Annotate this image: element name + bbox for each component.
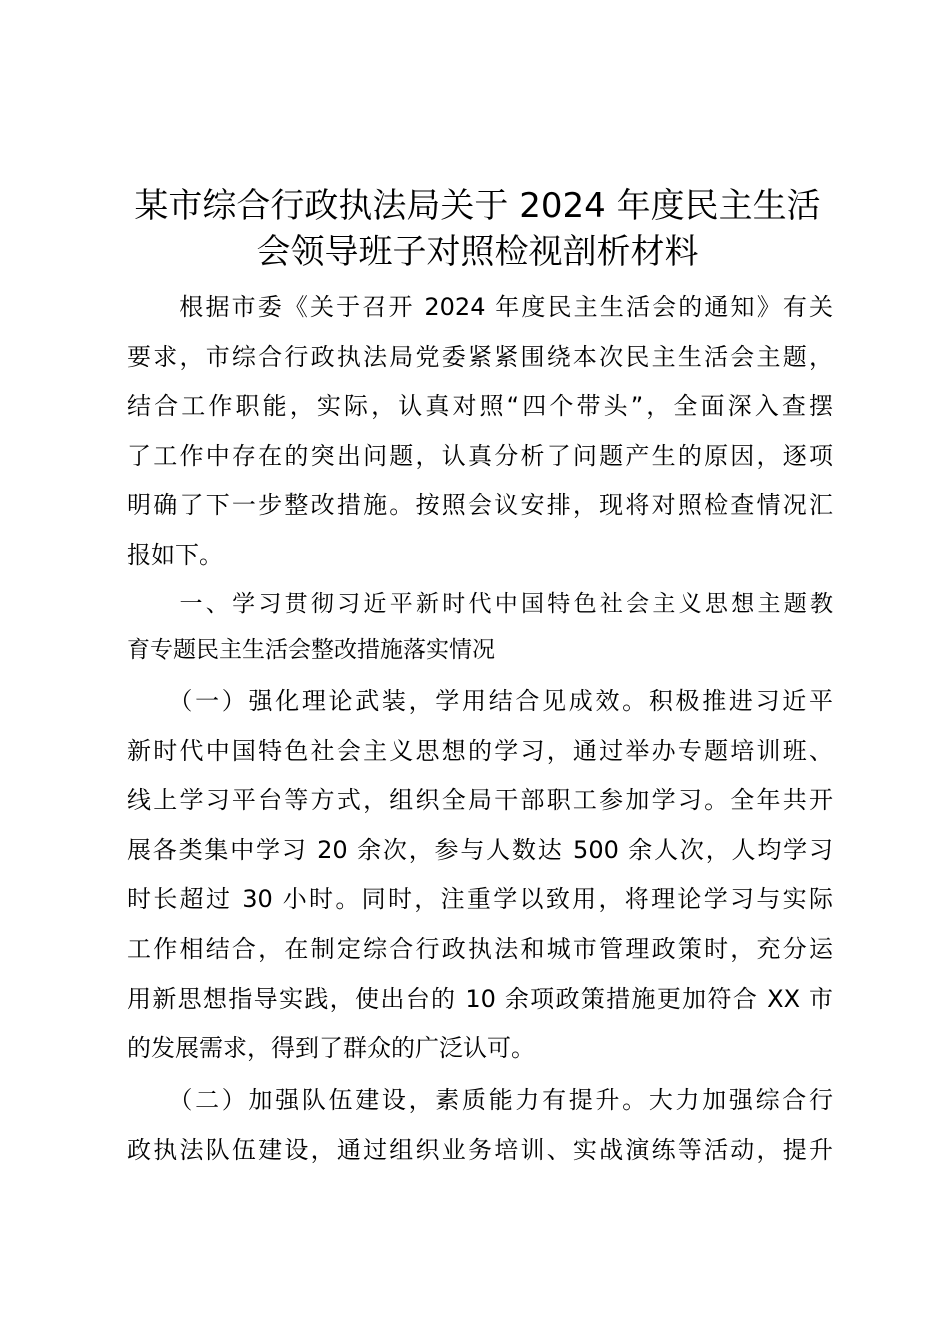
subsection-paragraph-2 [127, 1076, 833, 1175]
section-heading [127, 581, 833, 673]
text-line: 线上学习平台等方式，组织全局干部职工参加学习。全年共开 [127, 786, 833, 815]
intro-paragraph [127, 283, 833, 581]
text-line: 根据市委《关于召开 2024 年度民主生活会的通知》有关 [127, 293, 833, 321]
text-line: 明确了下一步整改措施。按照会议安排，现将对照检查情况汇 [127, 491, 833, 520]
text-line: （一）强化理论武装，学用结合见成效。积极推进习近平 [127, 687, 833, 715]
text-line: 政执法队伍建设，通过组织业务培训、实战演练等活动，提升 [127, 1135, 833, 1164]
text-line: （二）加强队伍建设，素质能力有提升。大力加强综合行 [127, 1086, 833, 1114]
title-line: 会领导班子对照检视剖析材料 [256, 232, 699, 272]
text-line: 了工作中存在的突出问题，认真分析了问题产生的原因，逐项 [127, 441, 833, 470]
text-line: 一、学习贯彻习近平新时代中国特色社会主义思想主题教 [127, 591, 833, 617]
text-line: 结合工作职能，实际，认真对照“四个带头”，全面深入查摆 [127, 392, 833, 421]
document-title [120, 183, 835, 275]
text-line: 要求，市综合行政执法局党委紧紧围绕本次民主生活会主题， [127, 342, 833, 371]
text-line: 工作相结合，在制定综合行政执法和城市管理政策时，充分运 [127, 934, 833, 963]
text-line: 的发展需求，得到了群众的广泛认可。 [127, 1034, 535, 1063]
text-line: 育专题民主生活会整改措施落实情况 [127, 637, 495, 663]
text-line: 报如下。 [127, 540, 223, 569]
text-line: 展各类集中学习 20 余次，参与人数达 500 余人次，人均学习 [127, 835, 833, 864]
text-line: 新时代中国特色社会主义思想的学习，通过举办专题培训班、 [127, 736, 833, 765]
subsection-paragraph-1 [127, 677, 833, 1074]
title-line: 某市综合行政执法局关于 2024 年度民主生活 [134, 186, 821, 226]
text-line: 时长超过 30 小时。同时，注重学以致用，将理论学习与实际 [127, 885, 833, 914]
text-line: 用新思想指导实践，使出台的 10 余项政策措施更加符合 XX 市 [127, 984, 833, 1013]
